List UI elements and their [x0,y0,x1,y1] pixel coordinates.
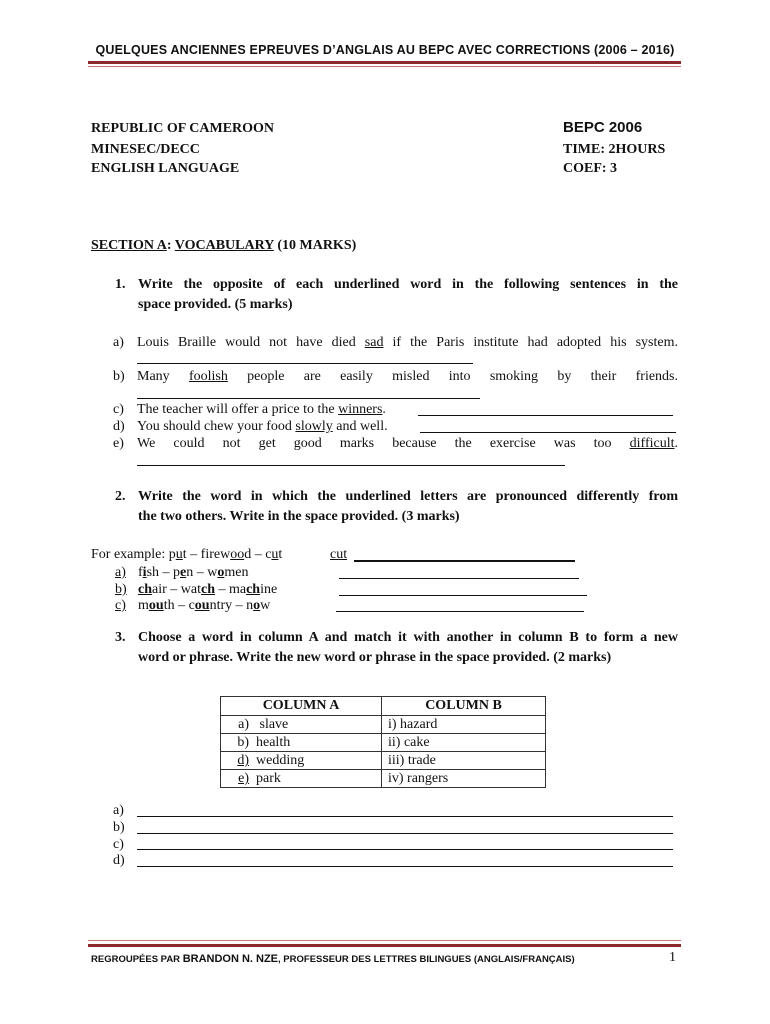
w: sh [146,565,160,580]
a-word: park [256,771,281,786]
w-u: ch [138,582,152,597]
footer-suffix: , PROFESSEUR DES LETTRES BILINGUES (ANGLAIS/FRANÇAIS) [278,954,575,965]
exam-info-minesec: MINESEC/DECC [91,142,200,157]
column-a-cell [221,716,382,734]
column-b-cell: ii) cake [382,734,546,752]
q3-instruction-line2: word or phrase. Write the new word or phrase in the space provided. (2 marks) [138,650,612,665]
q2-example-answer-line [354,560,575,562]
q1-a-post: if the Paris institute had adopted his system. [383,335,678,350]
q2-b-label: b) [115,582,127,597]
ex-w1-u: u [175,547,183,562]
q2-c-label: c) [115,598,126,613]
a-word: health [256,735,291,750]
q1-number: 1. [115,277,126,292]
section-marks: (10 MARKS) [277,238,357,253]
ex-w3-u: u [271,547,279,562]
q1-e-pre: We could not get good marks because the exercise was too [137,436,630,451]
section-vocab-label: VOCABULARY [174,238,274,253]
q1-instruction-line2: space provided. (5 marks) [138,297,293,312]
q2-c-answer-blank[interactable] [336,611,584,612]
w: wat [180,582,201,597]
q1-a-pre: Louis Braille would not have died [137,335,365,350]
page-header-title: QUELQUES ANCIENNES EPREUVES D’ANGLAIS AU BEPC AVEC CORRECTIONS (2006 – 2016) [95,43,675,57]
table-row [221,752,546,770]
section-a-heading [91,238,356,254]
w: n [186,565,194,580]
table-row [221,716,546,734]
q2-instruction-line2: the two others. Write in the space provided. (3 marks) [138,509,460,524]
w: n [246,598,254,613]
q1-item-label: c) [113,402,124,417]
q1-item-label: a) [113,335,124,350]
w-u: i [142,565,147,580]
exam-info-coef: COEF: 3 [563,161,618,176]
footer-author-name: BRANDON N. NZE [182,953,279,965]
exam-info-time: TIME: 2HOURS [563,142,666,157]
a-label: e) [238,771,249,786]
w: w [260,598,271,613]
w-u: ou [194,598,210,613]
q1-b-post: people are easily misled into smoking by their friends. [227,369,678,384]
q2-b-answer-blank[interactable] [339,595,587,596]
q1-item-b-sentence [137,369,678,385]
q1-b-pre: Many [137,369,189,384]
a-word: wedding [256,753,305,768]
a-label: d) [237,753,249,768]
w-u: ch [246,582,261,597]
ex-sep: – [251,547,266,562]
column-a-cell [221,734,382,752]
q3-answer-label: a) [113,803,124,818]
q1-e-underlined-word: difficult [629,436,675,451]
footer-credit [91,953,575,965]
header-rule [88,61,681,64]
q2-example-answer [330,547,347,563]
ex-w3-post: t [278,547,283,562]
q3-answer-b-blank[interactable] [137,833,673,834]
w: ma [228,582,247,597]
w-u: o [253,598,261,613]
w: men [224,565,249,580]
a-label: a) [238,717,249,732]
exam-info-bepc: BEPC 2006 [563,119,643,136]
q1-d-pre: You should chew your food [137,419,296,434]
q1-d-underlined-word: slowly [295,419,333,434]
q3-answer-label: d) [113,853,125,868]
column-a-header: COLUMN A [221,697,382,716]
page-number: 1 [669,950,676,965]
q1-a-answer-blank[interactable] [137,363,473,364]
q1-instruction-line1: Write the opposite of each underlined word in the following sentences in the [138,277,678,292]
footer-prefix: REGROUPÉES PAR [91,954,183,965]
q2-item-c-words: mouth – country – now [138,598,271,613]
q2-item-a-label [115,565,126,581]
column-b-cell: iii) trade [382,752,546,770]
q2-example [91,547,282,563]
w-u: ou [148,598,164,613]
q1-item-label: d) [113,419,125,434]
q1-item-e-sentence [137,436,678,452]
matching-table [220,696,546,788]
q1-item-label: e) [113,436,124,451]
w: p [173,565,181,580]
exam-info-subject: ENGLISH LANGUAGE [91,161,240,176]
q2-item-b-words: chair – watch – machine [138,582,278,597]
q3-instruction-line1: Choose a word in column A and match it with another in column B to form a new [138,630,678,645]
table-row [221,734,546,752]
q2-a-label: a) [115,565,126,580]
w: m [138,598,149,613]
a-word: slave [259,717,289,732]
column-a-cell [221,770,382,788]
q1-item-a-sentence [137,335,678,351]
q1-a-underlined-word: sad [364,335,384,350]
q1-d-post: and well. [332,419,388,434]
exam-info-republic: REPUBLIC OF CAMEROON [91,121,275,136]
column-b-header: COLUMN B [382,697,546,716]
section-label: SECTION A [91,238,167,253]
w: ntry [209,598,233,613]
q2-item-a-words: fish – pen – women [138,565,249,580]
w-u: e [180,565,187,580]
q3-number: 3. [115,630,126,645]
q2-instruction-line1: Write the word in which the underlined letters are pronounced differently from [138,489,678,504]
q3-answer-c-blank[interactable] [137,849,673,850]
column-a-cell [221,752,382,770]
q1-e-answer-blank[interactable] [137,465,565,466]
table-header-row [221,697,546,716]
ex-w2-u: oo [230,547,245,562]
w: c [188,598,195,613]
q3-answer-label: b) [113,820,125,835]
w: w [207,565,218,580]
q3-answer-a-blank[interactable] [137,816,673,817]
footer-rule [88,944,681,947]
q1-b-answer-blank[interactable] [137,398,480,399]
q2-number: 2. [115,489,126,504]
q1-e-post: . [674,436,678,451]
q1-c-answer-blank[interactable] [418,415,673,416]
q2-a-answer-blank[interactable] [339,578,579,579]
q1-item-label: b) [113,369,125,384]
ex-w2-pre: firew [200,547,231,562]
w: ine [260,582,278,597]
heading-colon: : [166,238,172,253]
example-prefix: For example: [91,547,169,562]
q1-c-pre: The teacher will offer a price to the [137,402,339,417]
q2-item-c-label [115,598,126,614]
q1-c-post: . [382,402,386,417]
q1-b-underlined-word: foolish [188,369,228,384]
q1-item-d-sentence [137,419,388,435]
w: air [152,582,167,597]
table-row [221,770,546,788]
column-b-cell: iv) rangers [382,770,546,788]
a-label: b) [237,735,249,750]
ex-w2-post: d [244,547,252,562]
w: f [138,565,143,580]
q3-answer-d-blank[interactable] [137,866,673,867]
ex-w1-post: t [182,547,187,562]
q1-d-answer-blank[interactable] [420,432,676,433]
footer-rule-thin [88,940,681,941]
q1-item-c-sentence [137,402,386,418]
w: th [163,598,175,613]
q2-item-b-label [115,582,127,598]
header-rule-thin [88,66,681,67]
ex-w3-pre: c [265,547,272,562]
example-answer-word: cut [330,547,348,562]
ex-w1-pre: p [168,547,176,562]
column-b-cell: i) hazard [382,716,546,734]
q3-answer-label: c) [113,837,124,852]
q1-c-underlined-word: winners [338,402,383,417]
ex-sep: – [186,547,201,562]
w-u: o [217,565,225,580]
w-u: ch [200,582,215,597]
